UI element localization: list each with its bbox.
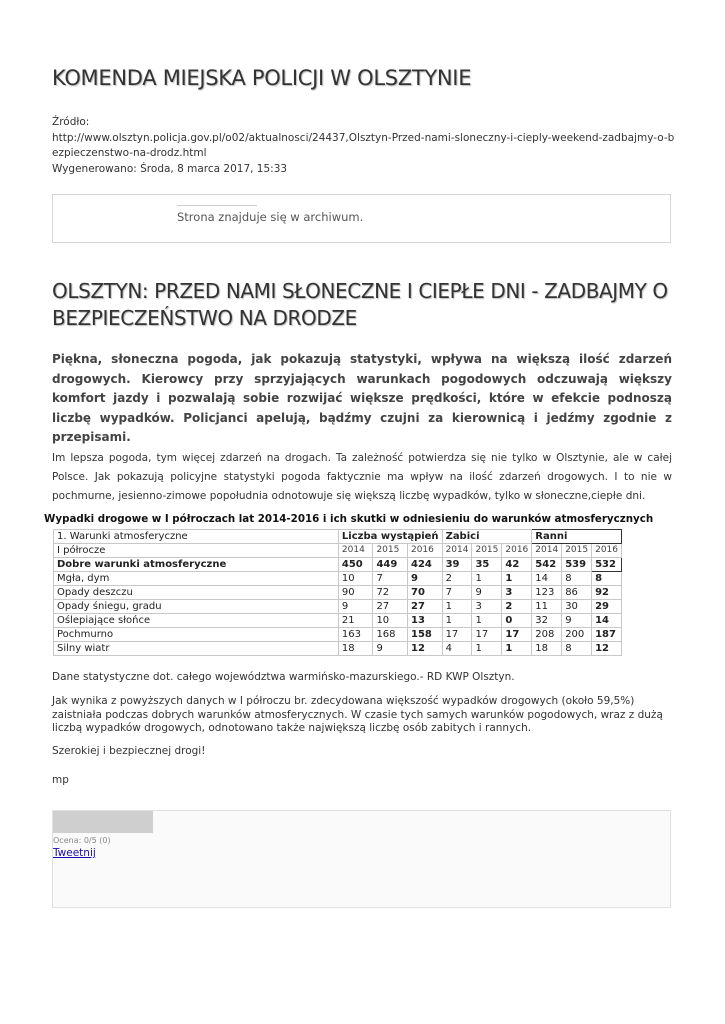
value-cell: 14 — [592, 614, 622, 628]
value-cell: 12 — [407, 642, 442, 656]
value-cell: 17 — [472, 628, 502, 642]
value-cell: 532 — [592, 558, 622, 572]
condition-label: Pochmurno — [54, 628, 339, 642]
group-header-killed: Zabici — [442, 530, 532, 544]
value-cell: 200 — [562, 628, 592, 642]
value-cell: 1 — [442, 600, 472, 614]
site-title: KOMENDA MIEJSKA POLICJI W OLSZTYNIE — [52, 66, 472, 90]
row-header-1: 1. Warunki atmosferyczne — [54, 530, 339, 544]
value-cell: 21 — [338, 614, 373, 628]
value-cell: 208 — [532, 628, 562, 642]
year-cell: 2015 — [562, 544, 592, 558]
value-cell: 32 — [532, 614, 562, 628]
generated-date: Wygenerowano: Środa, 8 marca 2017, 15:33 — [52, 162, 288, 175]
value-cell: 187 — [592, 628, 622, 642]
value-cell: 72 — [373, 586, 408, 600]
value-cell: 27 — [373, 600, 408, 614]
value-cell: 14 — [532, 572, 562, 586]
value-cell: 4 — [442, 642, 472, 656]
tweet-link[interactable]: Tweetnij — [53, 847, 96, 859]
condition-label: Opady deszczu — [54, 586, 339, 600]
value-cell: 1 — [472, 572, 502, 586]
row-header-2: I półrocze — [54, 544, 339, 558]
source-meta — [52, 115, 677, 177]
table-caption: Wypadki drogowe w I półroczach lat 2014-2016 i ich skutki w odniesieniu do warunków atmosferycznych — [44, 513, 654, 525]
value-cell: 3 — [502, 586, 532, 600]
value-cell: 30 — [562, 600, 592, 614]
value-cell: 29 — [592, 600, 622, 614]
year-cell: 2015 — [373, 544, 408, 558]
value-cell: 10 — [373, 614, 408, 628]
table-row — [54, 572, 622, 586]
table-row — [54, 558, 622, 572]
value-cell: 9 — [472, 586, 502, 600]
condition-label: Oślepiające słońce — [54, 614, 339, 628]
value-cell: 2 — [502, 600, 532, 614]
archive-notice-box — [52, 194, 671, 243]
condition-label: Dobre warunki atmosferyczne — [54, 558, 339, 572]
value-cell: 9 — [407, 572, 442, 586]
year-cell: 2016 — [592, 544, 622, 558]
source-url: http://www.olsztyn.policja.gov.pl/o02/aktualnosci/24437,Olsztyn-Przed-nami-sloneczny-i-cieply-weekend-zadbajmy-o-bezpieczenstwo-na-drodz.html — [52, 131, 675, 159]
value-cell: 8 — [562, 572, 592, 586]
value-cell: 8 — [592, 572, 622, 586]
table-row — [54, 642, 622, 656]
table-row — [54, 586, 622, 600]
source-label: Źródło: — [52, 116, 90, 128]
value-cell: 35 — [472, 558, 502, 572]
value-cell: 449 — [373, 558, 408, 572]
year-cell: 2016 — [407, 544, 442, 558]
rating-stars-widget[interactable] — [53, 811, 153, 833]
year-cell: 2014 — [532, 544, 562, 558]
value-cell: 1 — [502, 572, 532, 586]
value-cell: 9 — [373, 642, 408, 656]
value-cell: 1 — [472, 614, 502, 628]
value-cell: 17 — [442, 628, 472, 642]
table-row — [54, 628, 622, 642]
table-row — [54, 600, 622, 614]
year-cell: 2014 — [442, 544, 472, 558]
condition-label: Silny wiatr — [54, 642, 339, 656]
value-cell: 7 — [442, 586, 472, 600]
value-cell: 7 — [373, 572, 408, 586]
value-cell: 158 — [407, 628, 442, 642]
article-title: OLSZTYN: PRZED NAMI SŁONECZNE I CIEPŁE DNI - ZADBAJMY O BEZPIECZEŃSTWO NA DRODZE — [52, 279, 668, 330]
value-cell: 424 — [407, 558, 442, 572]
value-cell: 70 — [407, 586, 442, 600]
value-cell: 12 — [592, 642, 622, 656]
data-source-note: Dane statystyczne dot. całego województwa warmińsko-mazurskiego.- RD KWP Olsztyn. — [52, 671, 515, 683]
table-row — [54, 614, 622, 628]
article-body: Im lepsza pogoda, tym więcej zdarzeń na drogach. Ta zależność potwierdza się nie tylko w Olsztynie, ale w całej Polsce. Jak pokazują policyjne statystyki pogoda faktycznie ma wpływ na ilość zdarzeń drogowych. I to nie w pochmurne, jesienno-zimowe popołudnia odnotowuje się większą liczbę wypadków, tylko w słoneczne,ciepłe dni. — [52, 452, 672, 502]
table-years-row — [54, 544, 622, 558]
author-initials: mp — [52, 774, 69, 786]
condition-label: Mgła, dym — [54, 572, 339, 586]
value-cell: 539 — [562, 558, 592, 572]
farewell-text: Szerokiej i bezpiecznej drogi! — [52, 745, 206, 757]
table-header-row — [54, 530, 622, 544]
value-cell: 9 — [338, 600, 373, 614]
value-cell: 11 — [532, 600, 562, 614]
article-lead: Piękna, słoneczna pogoda, jak pokazują statystyki, wpływa na większą ilość zdarzeń drogowych. Kierowcy przy sprzyjających warunkach pogodowych odczuwają większy komfort jazdy i pozwalają sobie rozwijać większe prędkości, które w efekcie podnoszą liczbę wypadków. Policjanci apelują, bądźmy czujni za kierownicą i jedźmy zgodnie z przepisami. — [52, 352, 672, 444]
value-cell: 1 — [442, 614, 472, 628]
value-cell: 163 — [338, 628, 373, 642]
value-cell: 42 — [502, 558, 532, 572]
value-cell: 2 — [442, 572, 472, 586]
value-cell: 1 — [472, 642, 502, 656]
divider — [177, 205, 257, 206]
value-cell: 13 — [407, 614, 442, 628]
value-cell: 10 — [338, 572, 373, 586]
value-cell: 450 — [338, 558, 373, 572]
value-cell: 123 — [532, 586, 562, 600]
value-cell: 86 — [562, 586, 592, 600]
value-cell: 3 — [472, 600, 502, 614]
value-cell: 542 — [532, 558, 562, 572]
value-cell: 27 — [407, 600, 442, 614]
value-cell: 18 — [532, 642, 562, 656]
group-header-occurrences: Liczba wystąpień — [338, 530, 442, 544]
value-cell: 9 — [562, 614, 592, 628]
value-cell: 168 — [373, 628, 408, 642]
accident-stats-table — [53, 529, 622, 656]
year-cell: 2015 — [472, 544, 502, 558]
value-cell: 92 — [592, 586, 622, 600]
year-cell: 2014 — [338, 544, 373, 558]
value-cell: 0 — [502, 614, 532, 628]
value-cell: 1 — [502, 642, 532, 656]
value-cell: 39 — [442, 558, 472, 572]
archive-notice: Strona znajduje się w archiwum. — [177, 210, 364, 224]
value-cell: 8 — [562, 642, 592, 656]
condition-label: Opady śniegu, gradu — [54, 600, 339, 614]
value-cell: 17 — [502, 628, 532, 642]
rating-box — [52, 810, 671, 908]
value-cell: 18 — [338, 642, 373, 656]
conclusion-paragraph: Jak wynika z powyższych danych w I półroczu br. zdecydowana większość wypadków drogowych (około 59,5%) zaistniała podczas dobrych warunków atmosferycznych. W czasie tych samych warunków pogodowych, wraz z dużą liczbą wypadków drogowych, odnotowano także największą liczbę osób zabitych i rannych. — [52, 695, 663, 734]
value-cell: 90 — [338, 586, 373, 600]
rating-label: Ocena: 0/5 (0) — [53, 836, 111, 845]
year-cell: 2016 — [502, 544, 532, 558]
group-header-injured: Ranni — [532, 530, 622, 544]
